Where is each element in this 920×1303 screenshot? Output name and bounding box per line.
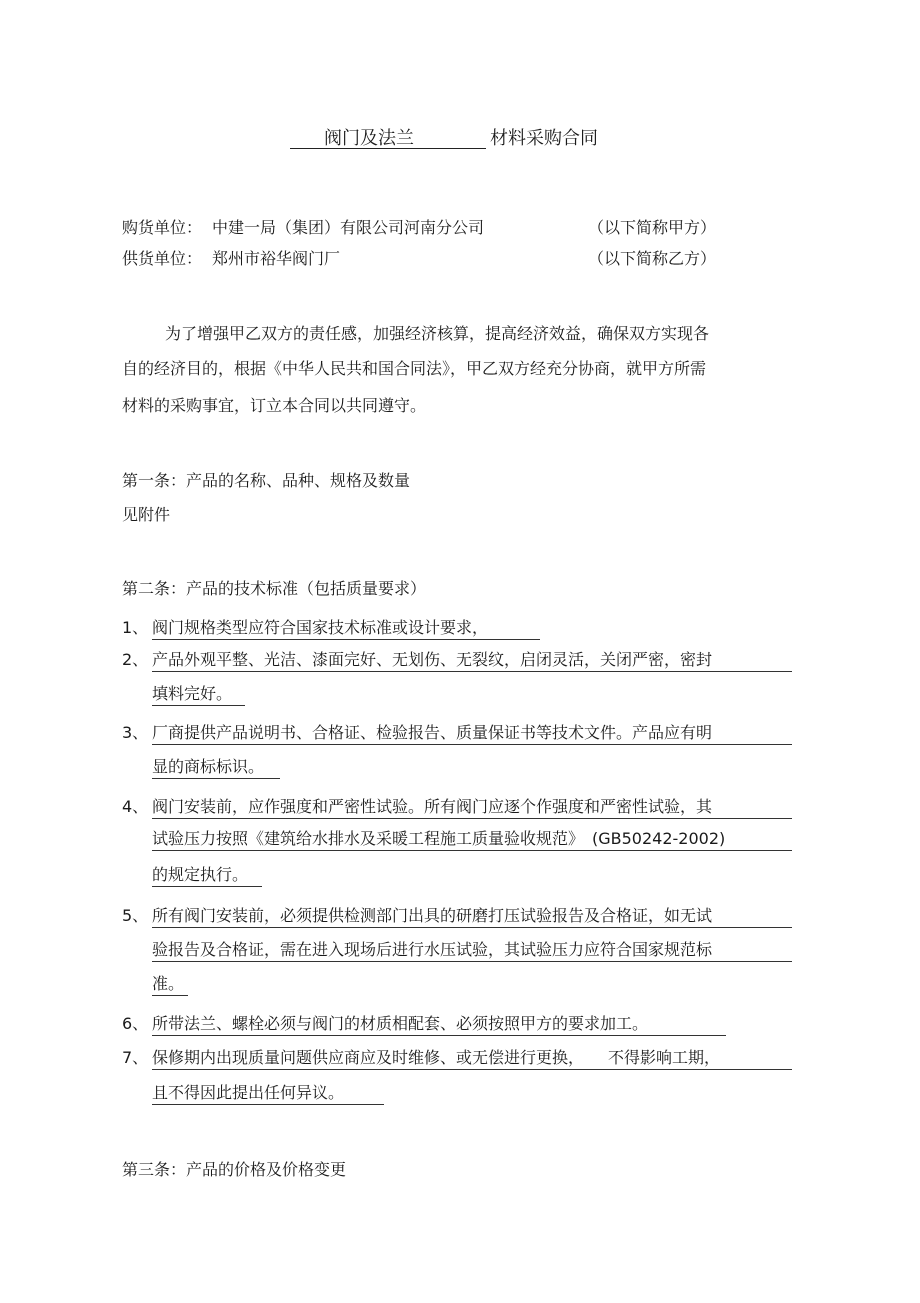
item-4-line-1: 阀门安装前，应作强度和严密性试验。所有阀门应逐个作强度和严密性试验，其 [152,796,792,819]
buyer-name: 中建一局（集团）有限公司河南分公司 [212,218,485,237]
preamble-line-3: 材料的采购事宜，订立本合同以共同遵守。 [122,396,427,415]
preamble-line-2: 自的经济目的，根据《中华人民共和国合同法》，甲乙双方经充分协商，就甲方所需 [122,359,707,378]
item-2-line-1: 产品外观平整、光洁、漆面完好、无划伤、无裂纹，启闭灵活，关闭严密，密封 [152,649,792,672]
item-2-number: 2、 [122,650,149,669]
item-4-number: 4、 [122,797,149,816]
item-5-number: 5、 [122,906,149,925]
item-2-line-2: 填料完好。 [152,683,245,706]
title-subject: 阀门及法兰 [324,128,414,149]
item-4-line-3: 的规定执行。 [152,864,262,887]
item-7-line-2: 且不得因此提出任何异议。 [152,1082,384,1105]
item-6-number: 6、 [122,1014,149,1033]
preamble-line-1: 为了增强甲乙双方的责任感，加强经济核算，提高经济效益，确保双方实现各 [165,324,710,343]
seller-label: 供货单位： [122,249,203,268]
buyer-alias: （以下简称甲方） [588,218,717,237]
item-3-line-2: 显的商标标识。 [152,756,280,779]
item-7-line-1: 保修期内出现质量问题供应商应及时维修、或无偿进行更换， 不得影响工期， [152,1047,792,1070]
title-suffix: 材料采购合同 [490,128,598,149]
item-4-line-2: 试验压力按照《建筑给水排水及采暖工程施工质量验收规范》 (GB50242-2002) [152,828,792,851]
item-5-line-2: 验报告及合格证，需在进入现场后进行水压试验，其试验压力应符合国家规范标 [152,939,792,962]
article2-heading: 第二条：产品的技术标准（包括质量要求） [122,579,427,598]
seller-name: 郑州市裕华阀门厂 [212,249,341,268]
item-3-line-1: 厂商提供产品说明书、合格证、检验报告、质量保证书等技术文件。产品应有明 [152,722,792,745]
article1-body: 见附件 [122,505,171,524]
item-3-number: 3、 [122,723,149,742]
seller-alias: （以下简称乙方） [588,249,717,268]
item-1-line-1: 阀门规格类型应符合国家技术标准或设计要求， [152,617,540,640]
item-1-number: 1、 [122,618,149,637]
buyer-label: 购货单位： [122,218,203,237]
item-7-number: 7、 [122,1048,149,1067]
article1-heading: 第一条：产品的名称、品种、规格及数量 [122,471,411,490]
article3-heading: 第三条：产品的价格及价格变更 [122,1160,347,1179]
item-5-line-3: 准。 [152,973,188,996]
item-5-line-1: 所有阀门安装前，必须提供检测部门出具的研磨打压试验报告及合格证，如无试 [152,905,792,928]
item-6-line-1: 所带法兰、螺栓必须与阀门的材质相配套、必须按照甲方的要求加工。 [152,1013,726,1036]
